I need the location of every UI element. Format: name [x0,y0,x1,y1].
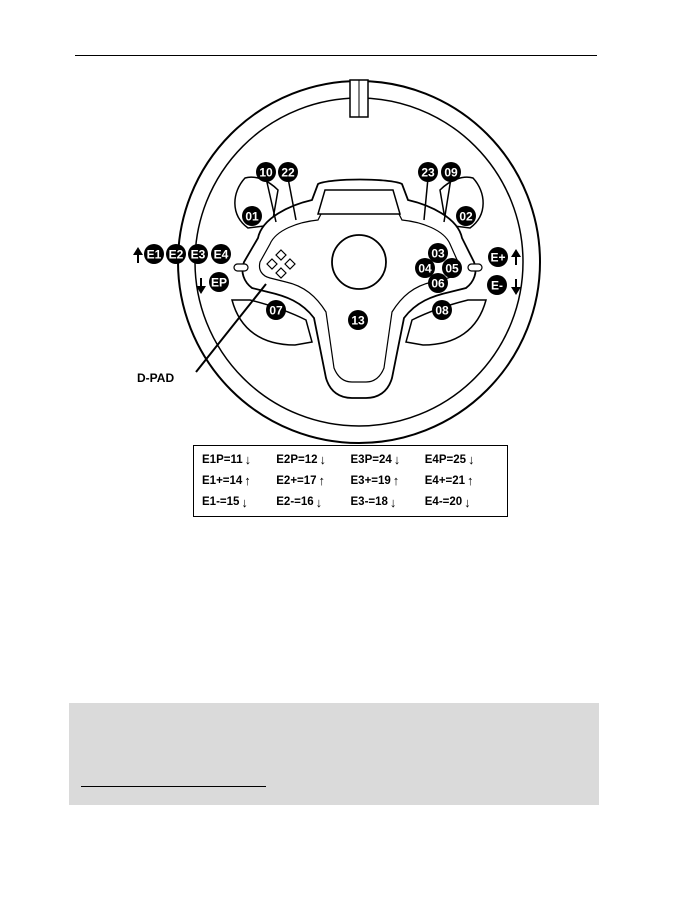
badge-e4 [211,244,231,264]
mapping-cell-text: E4+=21 [424,474,466,487]
svg-text:13: 13 [351,313,365,328]
badge-07 [266,300,286,320]
button-mapping-table [193,445,508,517]
up-arrow-icon: ↑ [467,473,474,489]
down-arrow-icon: ↓ [389,494,397,510]
up-arrow-icon: ↑ [392,473,400,489]
mapping-cell-text: E1P=11 [202,453,243,466]
note-box [69,703,599,805]
svg-text:09: 09 [444,165,458,180]
down-arrow-icon: ↓ [393,452,401,468]
down-arrow-icon: ↓ [468,452,475,468]
svg-text:E4: E4 [213,247,229,262]
badge-eminus [487,275,507,295]
down-arrow-icon: ↓ [315,494,323,510]
badge-05 [442,258,462,278]
mapping-cell [425,470,499,491]
svg-text:E3: E3 [190,247,206,262]
mapping-cell [351,492,425,513]
mapping-cell-text: E3+=19 [350,474,391,487]
mapping-cell-text: E3-=18 [350,496,388,509]
badge-08 [432,300,452,320]
mapping-cell [202,449,276,470]
mapping-cell [202,492,276,513]
up-arrow-icon: ↑ [318,473,326,489]
badge-eplus [488,247,508,267]
svg-text:EP: EP [210,275,228,290]
badge-02 [456,206,476,226]
svg-text:22: 22 [281,165,295,180]
mapping-cell [276,492,350,513]
badge-e3 [188,244,208,264]
left-pill-button [234,264,248,271]
right-pill-button [468,264,482,271]
badge-e1 [144,244,164,264]
badge-06 [428,273,448,293]
down-arrow-icon: ↓ [241,494,248,510]
mapping-cell [425,449,499,470]
badge-10 [256,162,276,182]
note-underline [81,786,266,787]
svg-text:10: 10 [259,165,273,180]
svg-text:E+: E+ [490,250,506,265]
svg-text:23: 23 [421,165,435,180]
svg-text:E2: E2 [168,247,184,262]
mapping-cell-text: E2-=16 [276,496,314,509]
svg-text:E1: E1 [146,247,162,262]
svg-text:02: 02 [459,209,473,224]
badge-22 [278,162,298,182]
svg-text:01: 01 [245,209,259,224]
svg-text:E-: E- [491,278,503,293]
dpad-label: D-PAD [137,371,175,385]
down-arrow-icon: ↓ [464,494,471,510]
mapping-cell [351,470,425,491]
badge-ep [209,272,229,292]
svg-text:08: 08 [435,303,449,318]
mapping-cell [425,492,499,513]
mapping-cell-text: E1-=15 [202,496,240,509]
mapping-cell [276,449,350,470]
mapping-cell [202,470,276,491]
down-arrow-icon: ↓ [319,452,326,468]
badge-01 [242,206,262,226]
badge-13 [348,310,368,330]
mapping-cell-text: E3P=24 [350,453,392,466]
mapping-cell-text: E4P=25 [424,453,466,466]
hub-display [318,190,400,214]
down-arrow-icon: ↓ [244,452,252,468]
svg-text:05: 05 [445,261,459,276]
mapping-cell [276,470,350,491]
center-button [332,235,386,289]
mapping-cell-text: E2P=12 [276,453,318,466]
up-arrow-icon: ↑ [244,473,251,489]
mapping-cell-text: E4-=20 [424,496,463,509]
svg-text:03: 03 [431,246,445,261]
right-up-arrow [511,249,521,265]
mapping-cell-text: E1+=14 [202,474,243,487]
svg-text:07: 07 [269,303,283,318]
svg-text:04: 04 [418,261,432,276]
mapping-cell-text: E2+=17 [276,474,317,487]
left-up-arrow [133,247,143,263]
badge-23 [418,162,438,182]
svg-text:06: 06 [431,276,445,291]
mapping-cell [351,449,425,470]
badge-e2 [166,244,186,264]
badge-09 [441,162,461,182]
